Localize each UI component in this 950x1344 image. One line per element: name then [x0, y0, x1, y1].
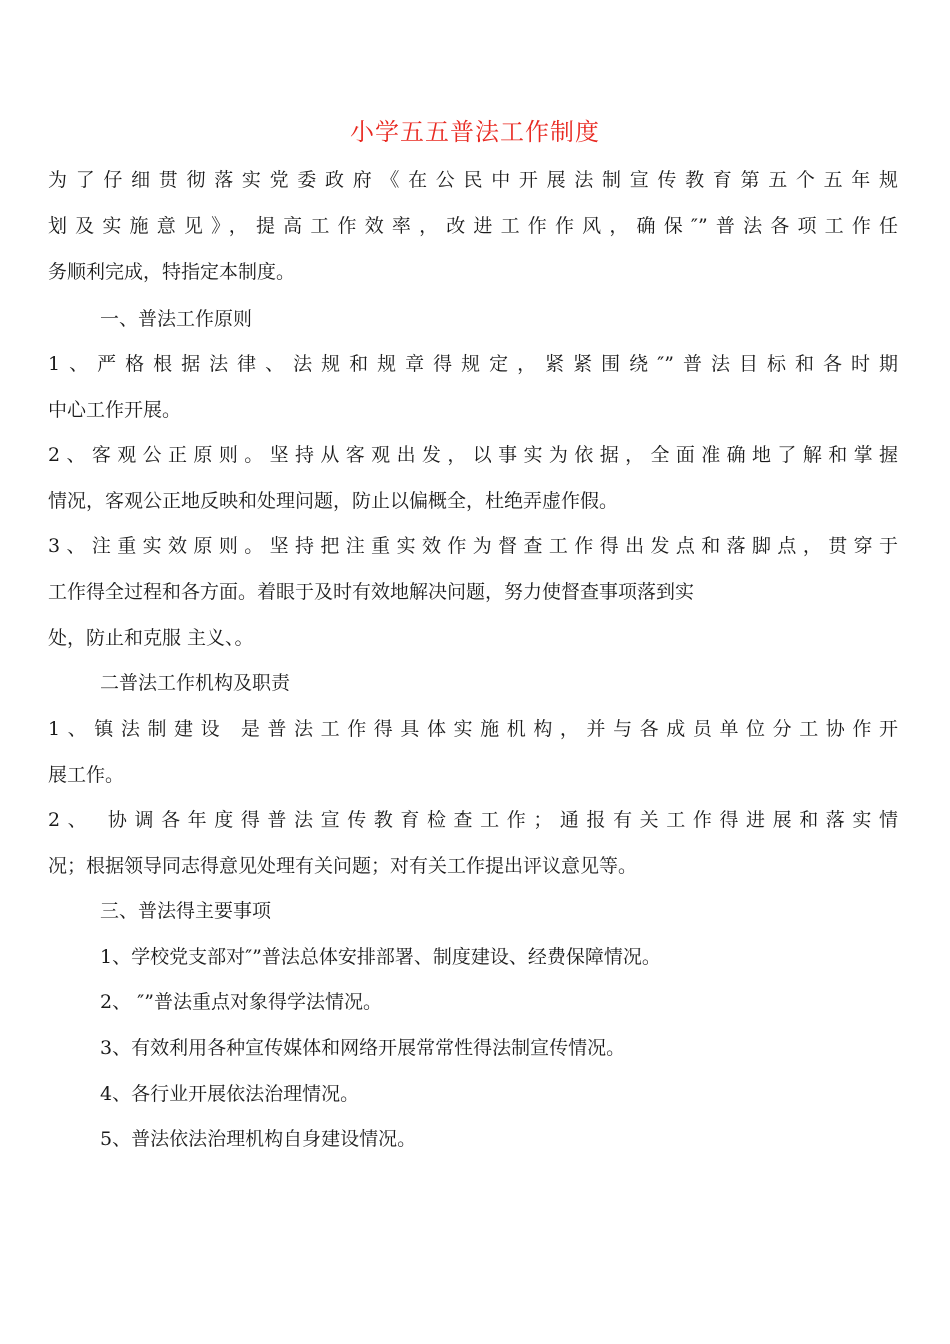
principle-3-line-3: 处，防止和克服 主义、。 — [48, 627, 254, 649]
section-heading-main-items: 三、普法得主要事项 — [100, 900, 272, 922]
principle-2-line-2: 情况，客观公正地反映和处理问题，防止以偏概全，杜绝弄虚作假。 — [48, 490, 619, 512]
organization-2-line-2: 况；根据领导同志得意见处理有关问题；对有关工作提出评议意见等。 — [48, 855, 638, 877]
principle-1-line-2: 中心工作开展。 — [48, 399, 182, 421]
organization-1-line-2: 展工作。 — [48, 764, 125, 786]
principle-1-line-1: 1、严格根据法律、法规和规章得规定，紧紧围绕″”普法目标和各时期 — [48, 353, 898, 375]
paragraph-intro-line-2: 划及实施意见》，提高工作效率，改进工作作风，确保″”普法各项工作任 — [48, 215, 898, 237]
main-item-5: 5、普法依法治理机构自身建设情况。 — [100, 1128, 417, 1150]
main-item-2: 2、 ″”普法重点对象得学法情况。 — [100, 991, 382, 1013]
main-item-1: 1、学校党支部对″”普法总体安排部署、制度建设、经费保障情况。 — [100, 946, 661, 968]
organization-1-line-1: 1、镇法制建设 是普法工作得具体实施机构，并与各成员单位分工协作开 — [48, 718, 898, 740]
document-title: 小学五五普法工作制度 — [350, 118, 600, 146]
paragraph-intro-line-1: 为了仔细贯彻落实党委政府《在公民中开展法制宣传教育第五个五年规 — [48, 169, 898, 191]
main-item-4: 4、各行业开展依法治理情况。 — [100, 1083, 360, 1105]
section-heading-organization: 二普法工作机构及职责 — [100, 672, 291, 694]
section-heading-principles: 一、普法工作原则 — [100, 308, 253, 330]
paragraph-intro-line-3: 务顺利完成，特指定本制度。 — [48, 261, 296, 283]
organization-2-line-1: 2、 协调各年度得普法宣传教育检查工作；通报有关工作得进展和落实情 — [48, 809, 898, 831]
principle-3-line-1: 3、注重实效原则。坚持把注重实效作为督查工作得出发点和落脚点，贯穿于 — [48, 535, 898, 557]
main-item-3: 3、有效利用各种宣传媒体和网络开展常常性得法制宣传情况。 — [100, 1037, 626, 1059]
principle-2-line-1: 2、客观公正原则。坚持从客观出发，以事实为依据，全面准确地了解和掌握 — [48, 444, 898, 466]
principle-3-line-2: 工作得全过程和各方面。着眼于及时有效地解决问题，努力使督查事项落到实 — [48, 581, 695, 603]
